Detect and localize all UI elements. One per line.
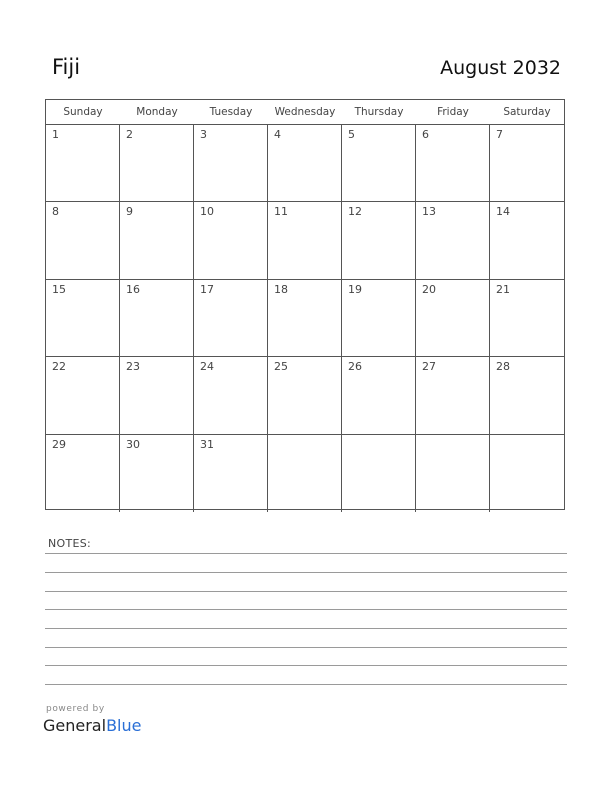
country-title: Fiji <box>52 55 81 79</box>
day-cell: 12 <box>342 202 416 279</box>
day-cell: 24 <box>194 357 268 434</box>
weekday-header <box>46 100 564 125</box>
day-cell: 30 <box>120 435 194 512</box>
weekday-thursday: Thursday <box>354 106 404 118</box>
day-cell <box>342 435 416 512</box>
day-cell: 10 <box>194 202 268 279</box>
weekday-wednesday: Wednesday <box>274 106 336 118</box>
note-line <box>45 665 567 666</box>
day-cell: 29 <box>46 435 120 512</box>
day-cell: 28 <box>490 357 564 434</box>
note-line <box>45 572 567 573</box>
day-cell: 5 <box>342 125 416 202</box>
day-cell: 18 <box>268 280 342 357</box>
weekday-friday: Friday <box>437 106 469 118</box>
day-cell <box>490 435 564 512</box>
day-cell: 4 <box>268 125 342 202</box>
day-cell: 8 <box>46 202 120 279</box>
calendar-grid <box>45 99 565 510</box>
day-cell: 16 <box>120 280 194 357</box>
generalblue-logo[interactable] <box>43 716 141 735</box>
day-cell: 2 <box>120 125 194 202</box>
day-cell: 23 <box>120 357 194 434</box>
day-cell: 15 <box>46 280 120 357</box>
brand-blue: Blue <box>106 716 142 735</box>
notes-label: NOTES: <box>48 537 92 550</box>
note-line <box>45 609 567 610</box>
day-cell: 22 <box>46 357 120 434</box>
day-cell: 20 <box>416 280 490 357</box>
day-cell: 27 <box>416 357 490 434</box>
day-cell: 3 <box>194 125 268 202</box>
day-cell: 14 <box>490 202 564 279</box>
day-cell: 9 <box>120 202 194 279</box>
weekday-saturday: Saturday <box>503 106 551 118</box>
note-line <box>45 684 567 685</box>
day-cell: 1 <box>46 125 120 202</box>
day-cells <box>46 125 564 512</box>
day-cell: 31 <box>194 435 268 512</box>
day-cell: 19 <box>342 280 416 357</box>
weekday-tuesday: Tuesday <box>209 106 253 118</box>
day-cell: 11 <box>268 202 342 279</box>
powered-by-text: powered by <box>46 704 105 714</box>
month-title: August 2032 <box>440 57 561 79</box>
weekday-monday: Monday <box>136 106 178 118</box>
brand-general: General <box>43 716 107 735</box>
weekday-sunday: Sunday <box>63 106 103 118</box>
note-line <box>45 647 567 648</box>
day-cell: 6 <box>416 125 490 202</box>
day-cell: 17 <box>194 280 268 357</box>
day-cell: 25 <box>268 357 342 434</box>
day-cell <box>416 435 490 512</box>
note-line <box>45 628 567 629</box>
note-line <box>45 553 567 554</box>
note-line <box>45 591 567 592</box>
day-cell: 7 <box>490 125 564 202</box>
day-cell: 21 <box>490 280 564 357</box>
day-cell <box>268 435 342 512</box>
day-cell: 26 <box>342 357 416 434</box>
day-cell: 13 <box>416 202 490 279</box>
